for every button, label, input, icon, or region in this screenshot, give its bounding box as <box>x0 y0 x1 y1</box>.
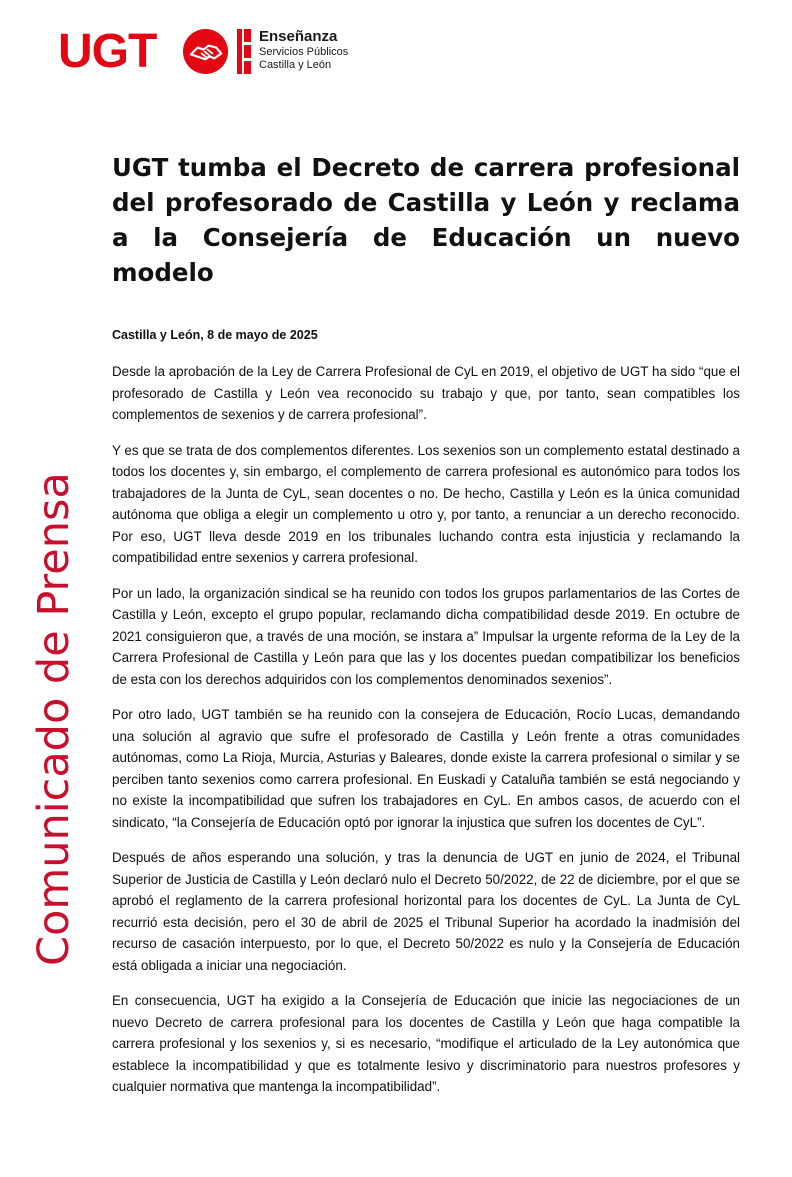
article-paragraph: Después de años esperando una solución, y tras la denuncia de UGT en junio de 2024, el Tribunal Superior de Justicia de Castilla y León declaró nulo el Decreto 50/2022, de 22 de diciembre, por el que se aprobó el reglamento de la carrera profesional horizontal para los docentes de CyL. La Junta de CyL recurrió esta decisión, pero el 30 de abril de 2025 el Tribunal Superior ha acordado la inadmisión del recurso de casación interpuesto, por lo que, el Decreto 50/2022 es nulo y la Consejería de Educación está obligada a iniciar una negociación. <box>112 850 740 973</box>
article-paragraph: Y es que se trata de dos complementos diferentes. Los sexenios son un complemento estatal destinado a todos los docentes y, sin embargo, el complemento de carrera profesional es autonómico para todos los trabajadores de la Junta de CyL, sean docentes o no. De hecho, Castilla y León es la única comunidad autónoma que obliga a elegir un complemento u otro y, por tanto, a renunciar a un derecho reconocido. Por eso, UGT lleva desde 2019 en los tribunales luchando contra esta injusticia y reclamando la compatibilidad entre sexenios y carrera profesional. <box>112 442 741 565</box>
ugt-logo-text: UGT <box>58 25 157 78</box>
brand-line-1: Enseñanza <box>259 28 338 45</box>
brand-line-3: Castilla y León <box>259 59 332 71</box>
article-title: UGT tumba el Decreto de carrera profesional del profesorado de Castilla y León y reclama a la Consejería de Educación un nuevo modelo <box>112 153 740 287</box>
article-paragraph: Por un lado, la organización sindical se ha reunido con todos los grupos parlamentarios de las Cortes de Castilla y León, excepto el grupo popular, reclamando dicha compatibilidad desde 2019. En octubre de 2021 consiguieron que, a través de una moción, se instara a” Impulsar la urgente reforma de la Ley de la Carrera Profesional de Castilla y León para que las y los docentes puedan compatibilizar los beneficios de esta con los derechos adquiridos con los complementos denominados sexenios”. <box>112 585 740 687</box>
handshake-icon <box>182 28 229 75</box>
brand-text <box>259 28 348 72</box>
press-release-label: Comunicado de Prensa <box>29 472 79 966</box>
article-paragraph: En consecuencia, UGT ha exigido a la Consejería de Educación que inicie las negociaciones de un nuevo Decreto de carrera profesional para los docentes de Castilla y León que haga compatible la carrera profesional y los sexenios y, si es necesario, “modifique el articulado de la Ley autonómica que establece la incompatibilidad y que es totalmente lesivo y discriminatorio para nuestros profesores y cualquier normativa que mantenga la incompatibilidad”. <box>112 993 740 1094</box>
article <box>112 150 740 1098</box>
ugt-logo <box>58 26 378 78</box>
article-dateline: Castilla y León, 8 de mayo de 2025 <box>112 328 318 342</box>
article-paragraph: Por otro lado, UGT también se ha reunido con la consejera de Educación, Rocío Lucas, demandando una solución al agravio que sufre el profesorado de Castilla y León frente a otras comunidades autónomas, como La Rioja, Murcia, Asturias y Baleares, donde existe la carrera profesional o similar y se perciben tanto sexenios como carrera profesional. En Euskadi y Cataluña también se está negociando y no existe la incompatibilidad que sufren los trabajadores en CyL. En ambos casos, de acuerdo con el sindicato, “la Consejería de Educación optó por ignorar la injustica que sufren los docentes de CyL”. <box>112 707 740 830</box>
article-paragraph: Desde la aprobación de la Ley de Carrera Profesional de CyL en 2019, el objetivo de UGT ha sido “que el profesorado de Castilla y León vea reconocido su trabajo y que, por tanto, sean compatibles los complementos de sexenios y de carrera profesional”. <box>112 364 740 422</box>
brand-line-2: Servicios Públicos <box>259 46 349 58</box>
brand-bar-icon <box>237 29 251 74</box>
